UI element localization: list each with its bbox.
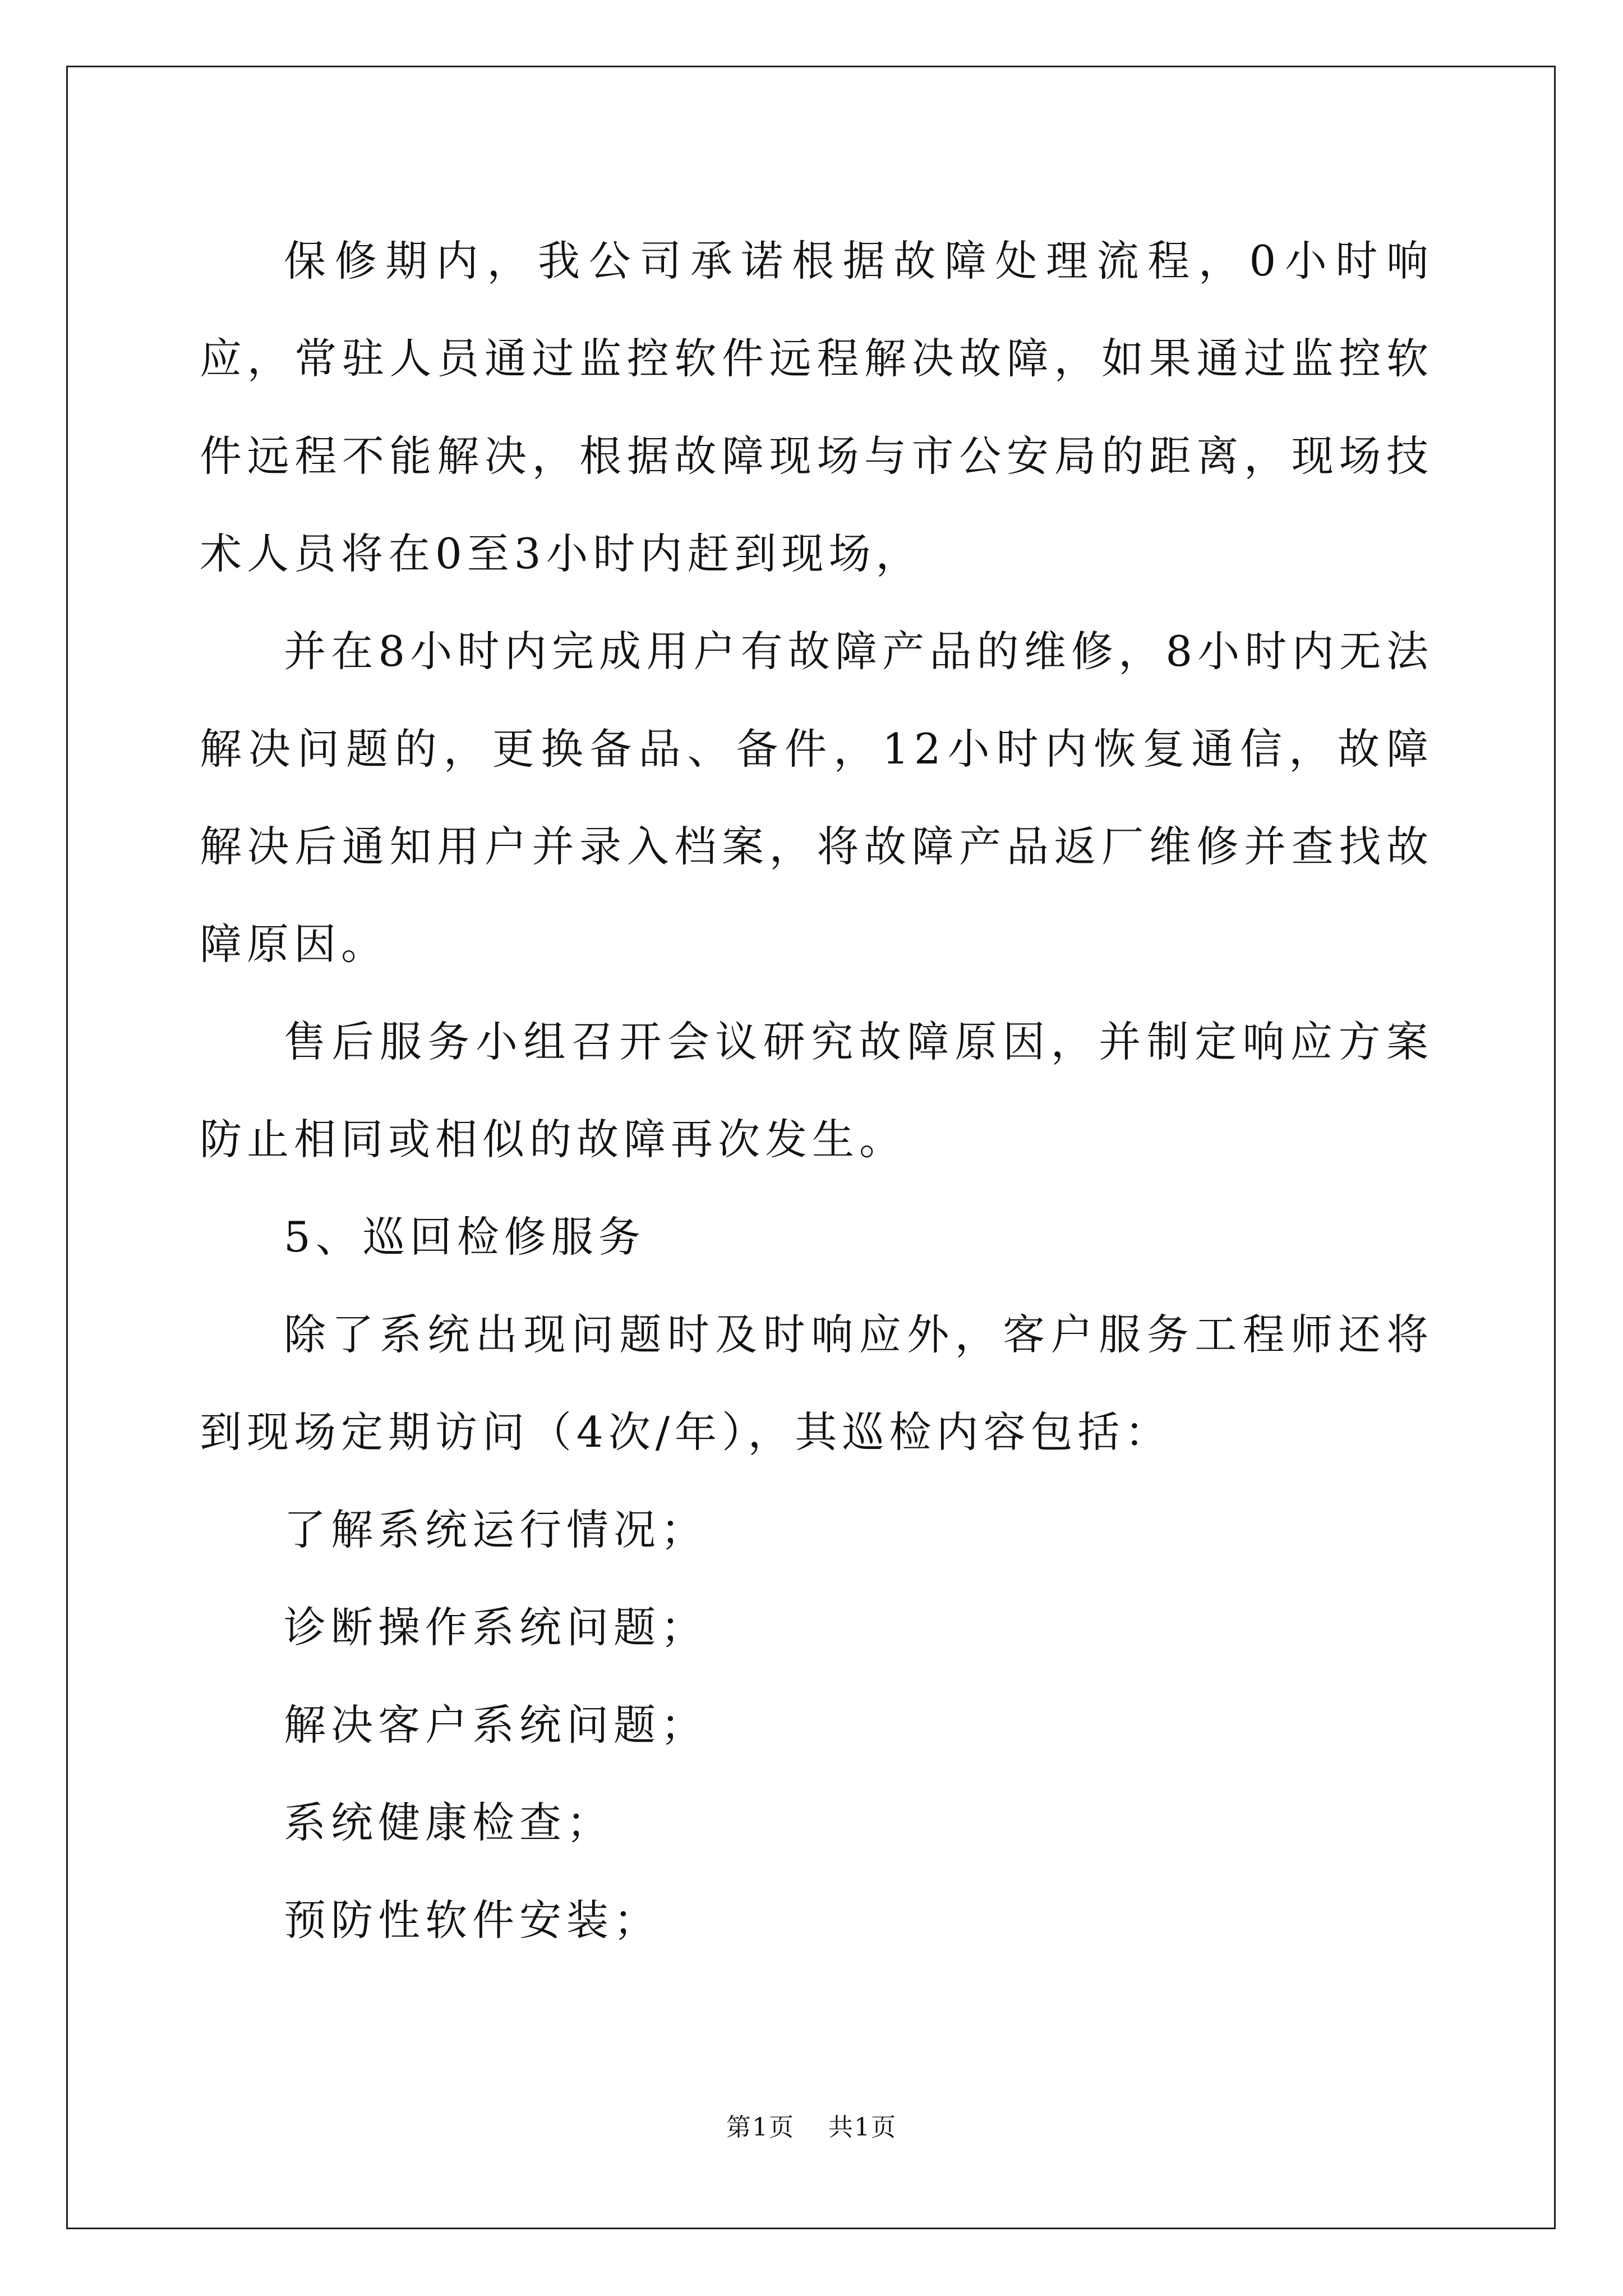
list-item: 诊断操作系统问题； [284, 1603, 708, 1652]
list-item: 了解系统运行情况； [284, 1505, 708, 1554]
document-body [200, 212, 1433, 1969]
paragraph-fault-analysis: 售后服务小组召开会议研究故障原因，并制定响应方案防止相同或相似的故障再次发生。 [200, 1017, 1433, 1164]
page-footer [0, 2107, 1623, 2143]
page-total: 共1页 [828, 2113, 897, 2142]
section-heading-inspection: 5、巡回检修服务 [284, 1212, 645, 1262]
list-item: 预防性软件安装； [284, 1895, 661, 1945]
paragraph-inspection-intro: 除了系统出现问题时及时响应外，客户服务工程师还将到现场定期访问（4次/年），其巡检内容包括： [200, 1310, 1433, 1457]
paragraph-service-commitment: 保修期内，我公司承诺根据故障处理流程，0小时响应，常驻人员通过监控软件远程解决故障，如果通过监控软件远程不能解决，根据故障现场与市公安局的距离，现场技术人员将在0至3小时内赶到现场， [200, 236, 1433, 578]
list-item: 系统健康检查； [284, 1798, 614, 1847]
paragraph-repair-timeline: 并在8小时内完成用户有故障产品的维修，8小时内无法解决问题的，更换备品、备件，12小时内恢复通信，故障解决后通知用户并录入档案，将故障产品返厂维修并查找故障原因。 [200, 627, 1433, 969]
page-number: 第1页 [726, 2113, 795, 2142]
list-item: 解决客户系统问题； [284, 1700, 708, 1750]
